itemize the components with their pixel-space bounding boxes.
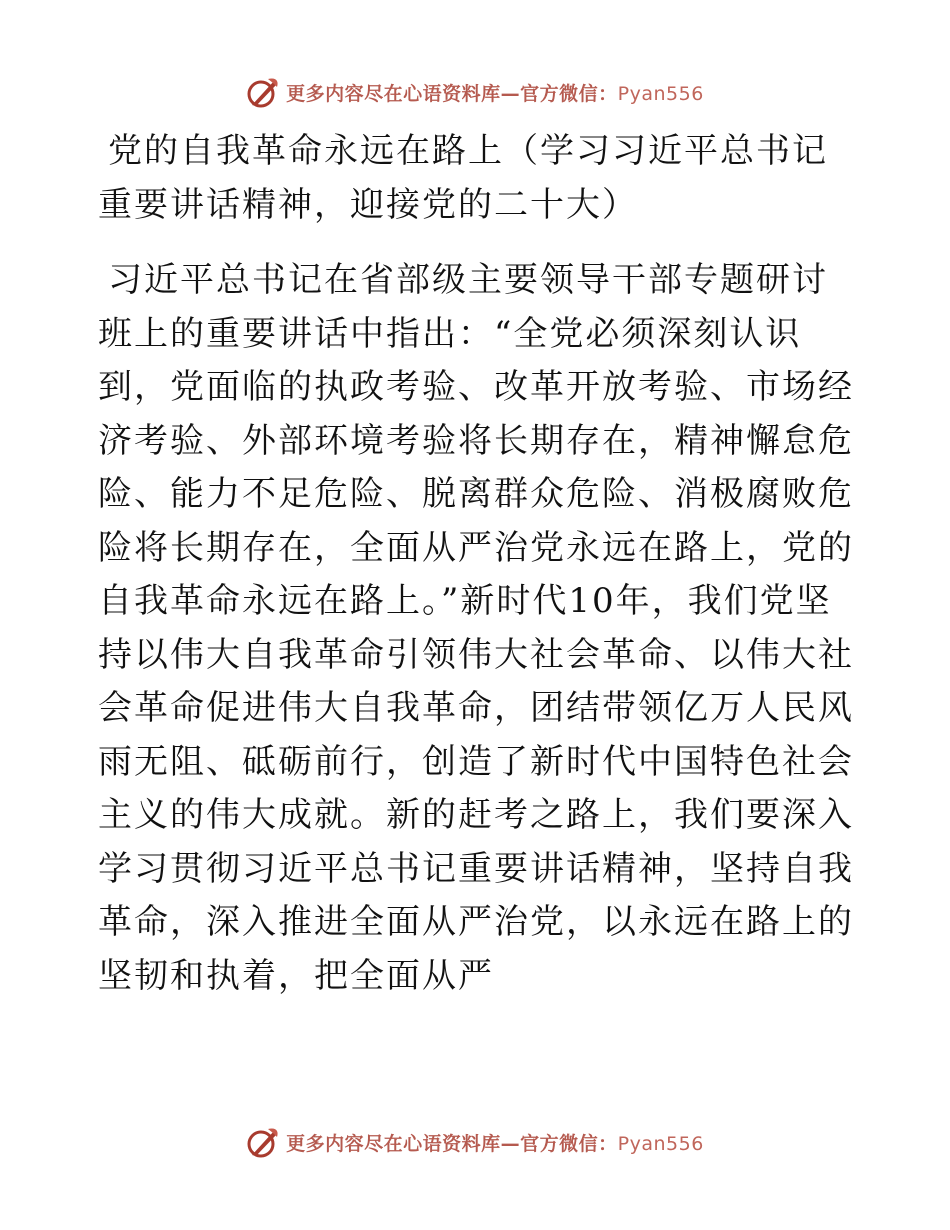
- document-title-text: 党的自我革命永远在路上（学习习近平总书记重要讲话精神，迎接党的二十大）: [98, 131, 828, 225]
- header-wechat-account: Pyan556: [617, 82, 704, 105]
- body-paragraph-text: 习近平总书记在省部级主要领导干部专题研讨班上的重要讲话中指出：“全党必须深刻认识到，党面临的执政考验、改革开放考验、市场经济考验、外部环境考验将长期存在，精神懈怠危险、能力不足危险、脱离群众危险、消极腐败危险将长期存在，全面从严治党永远在路上，党的自我革命永远在路上。”新时代10年，我们党坚持以伟大自我革命引领伟大社会革命、以伟大社会革命促进伟大自我革命，团结带领亿万人民风雨无阻、砥砺前行，创造了新时代中国特色社会主义的伟大成就。新的赶考之路上，我们要深入学习贯彻习近平总书记重要讲话精神，坚持自我革命，深入推进全面从严治党，以永远在路上的坚韧和执着，把全面从严: [98, 260, 854, 996]
- footer-banner-text: [286, 1129, 704, 1156]
- header-banner-text: [286, 79, 704, 106]
- body-paragraph: [98, 254, 858, 1003]
- footer-wechat-account: Pyan556: [617, 1132, 704, 1155]
- footer-banner: [0, 1122, 950, 1162]
- quill-logo-icon: [246, 1125, 280, 1159]
- quill-logo-icon: [246, 75, 280, 109]
- document-title: [98, 124, 858, 232]
- header-banner-label: 更多内容尽在心语资料库—官方微信：: [286, 82, 618, 105]
- header-banner: [0, 72, 950, 112]
- footer-banner-label: 更多内容尽在心语资料库—官方微信：: [286, 1132, 618, 1155]
